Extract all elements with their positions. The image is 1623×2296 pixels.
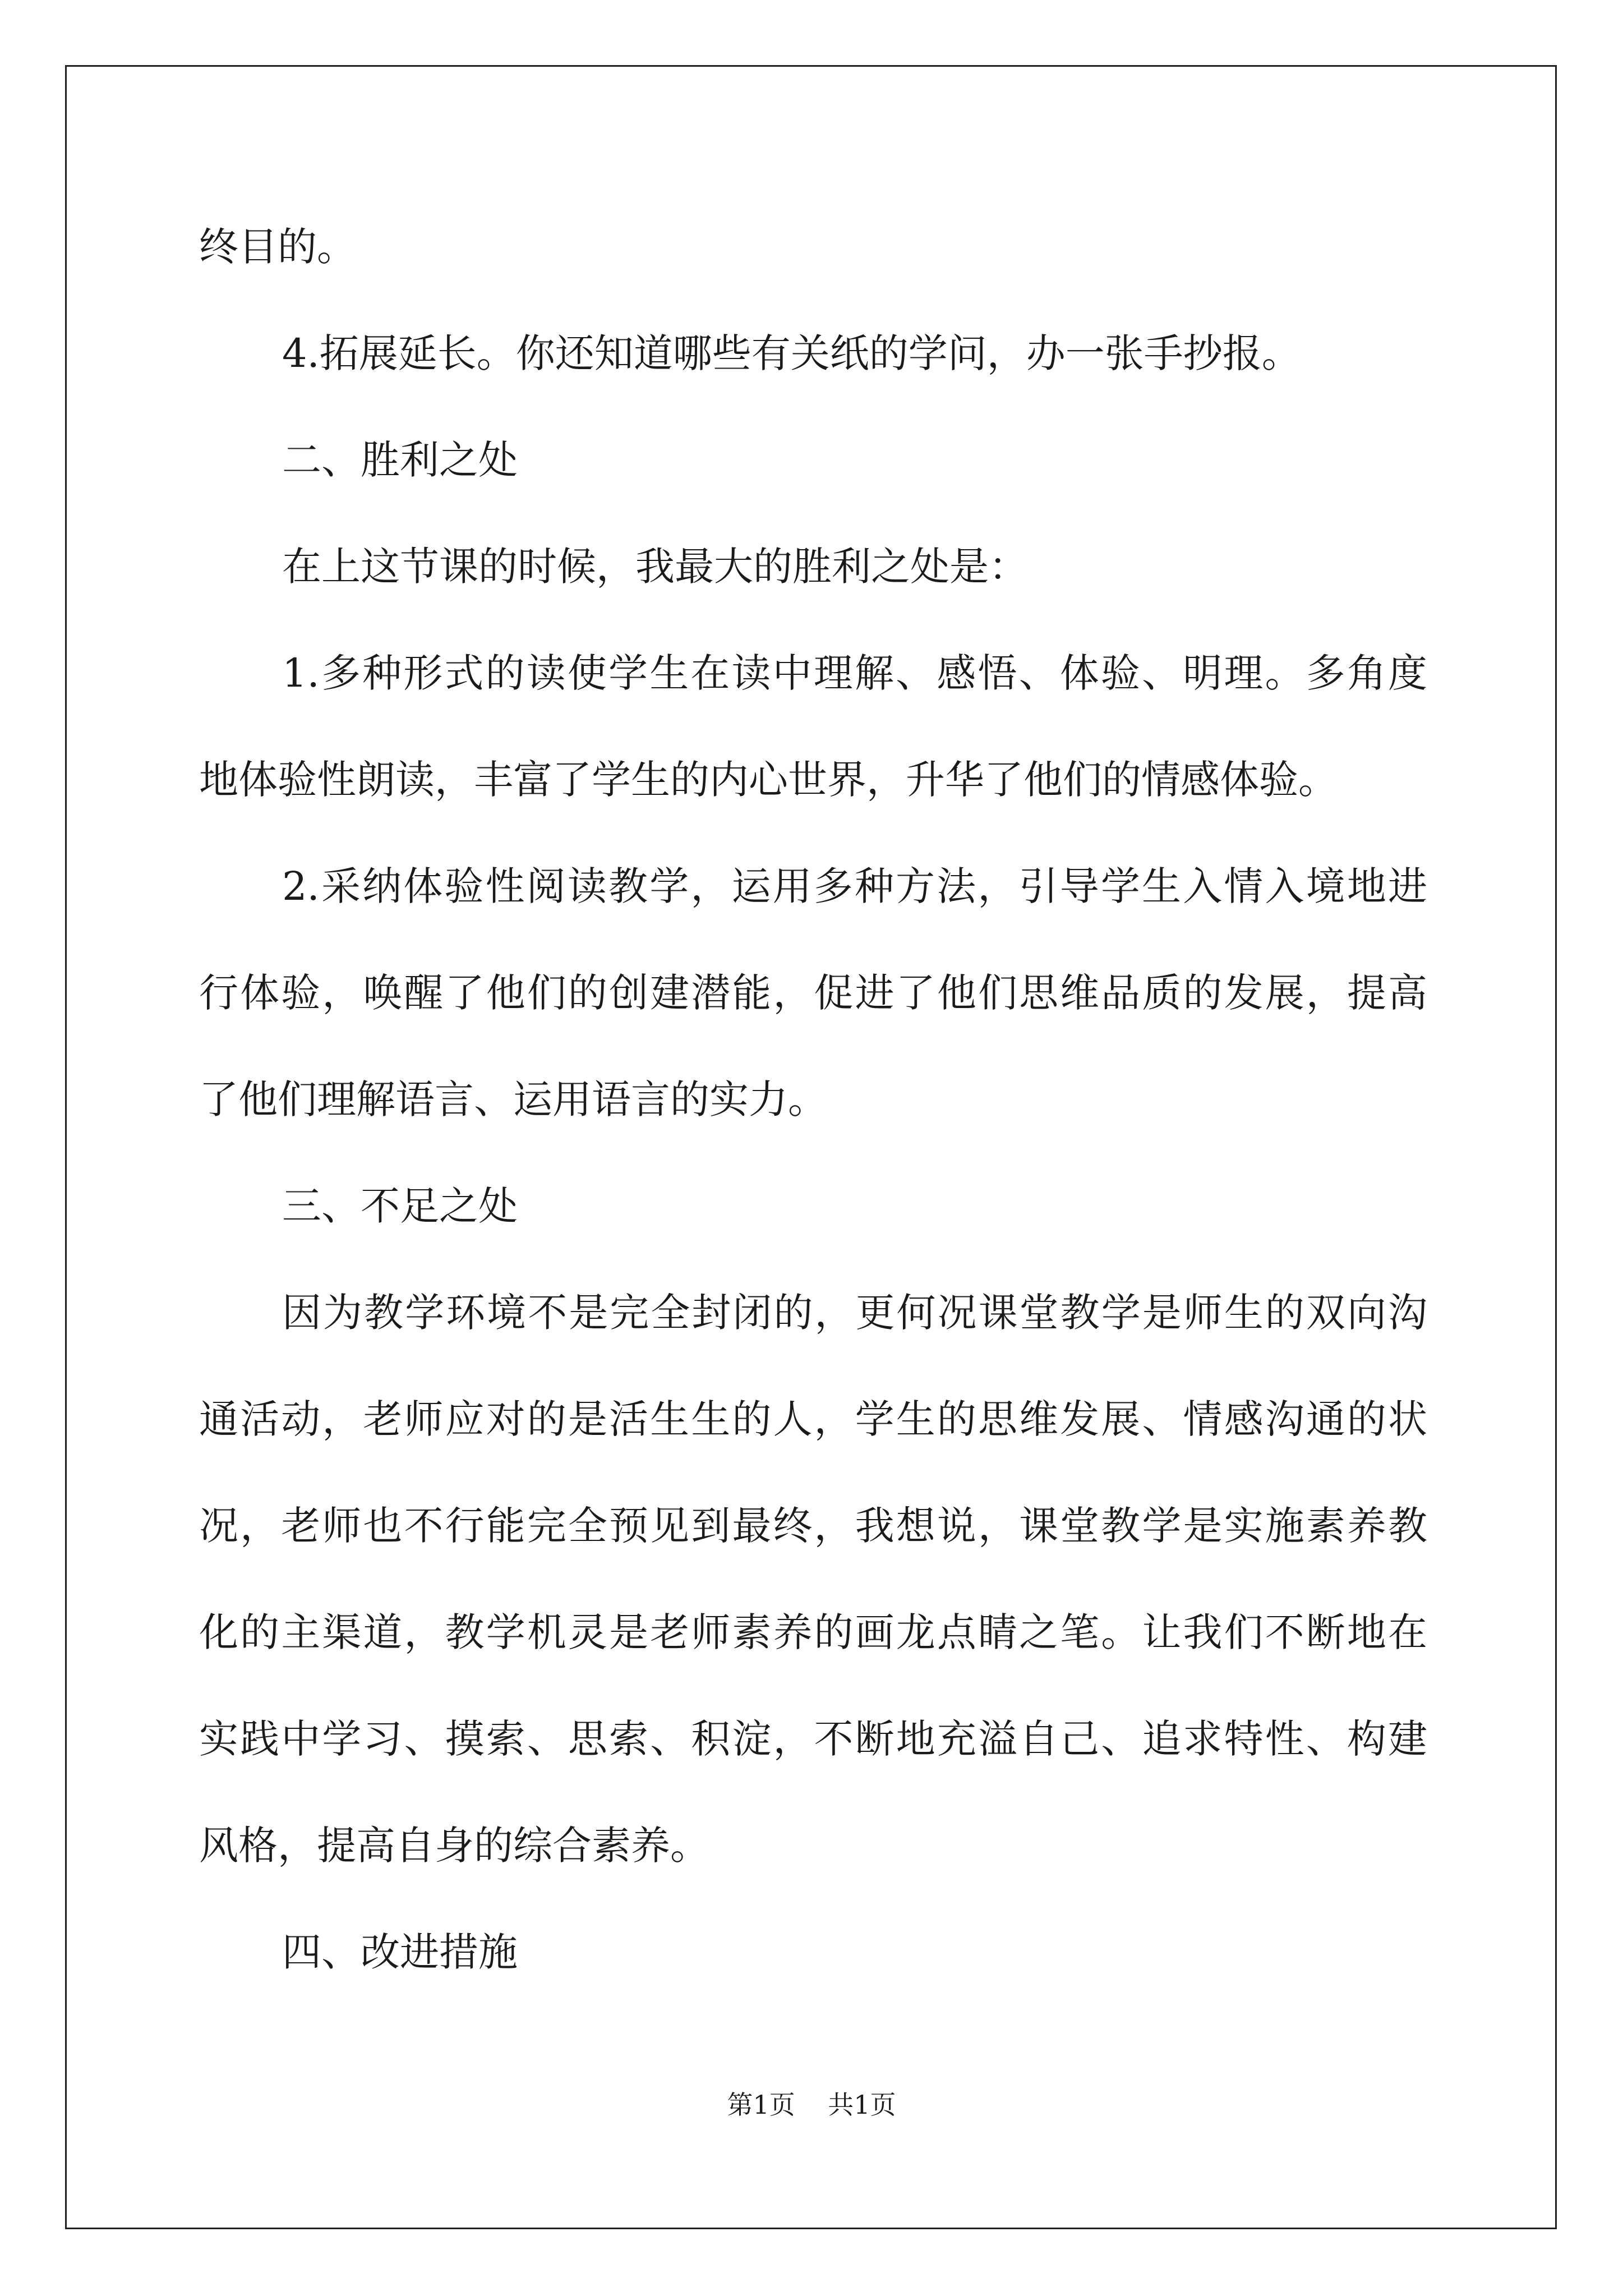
text-line: 通活动，老师应对的是活生生的人，学生的思维发展、情感沟通的状 bbox=[199, 1396, 1427, 1442]
section-heading: 四、改进措施 bbox=[282, 1929, 518, 1975]
text-line: 2.采纳体验性阅读教学，运用多种方法，引导学生入情入境地进 bbox=[282, 863, 1427, 909]
page-frame bbox=[65, 65, 1557, 2229]
text-line: 4.拓展延长。你还知道哪些有关纸的学问，办一张手抄报。 bbox=[282, 330, 1301, 376]
page-total: 共1页 bbox=[828, 2090, 896, 2120]
text-line: 风格，提高自身的综合素养。 bbox=[199, 1823, 709, 1869]
section-heading: 二、胜利之处 bbox=[282, 437, 518, 483]
text-line: 1.多种形式的读使学生在读中理解、感悟、体验、明理。多角度 bbox=[282, 650, 1427, 696]
text-line: 况，老师也不行能完全预见到最终，我想说，课堂教学是实施素养教 bbox=[199, 1503, 1427, 1549]
page-number: 第1页 bbox=[727, 2090, 795, 2120]
page-footer bbox=[0, 2088, 1623, 2122]
section-heading: 三、不足之处 bbox=[282, 1183, 518, 1229]
text-line: 地体验性朗读，丰富了学生的内心世界，升华了他们的情感体验。 bbox=[199, 757, 1338, 803]
text-line: 在上这节课的时候，我最大的胜利之处是： bbox=[282, 544, 1028, 590]
text-line: 了他们理解语言、运用语言的实力。 bbox=[199, 1076, 827, 1122]
text-line: 终目的。 bbox=[199, 224, 356, 270]
text-line: 行体验，唤醒了他们的创建潜能，促进了他们思维品质的发展，提高 bbox=[199, 970, 1427, 1016]
text-line: 实践中学习、摸索、思索、积淀，不断地充溢自己、追求特性、构建 bbox=[199, 1716, 1427, 1762]
text-line: 因为教学环境不是完全封闭的，更何况课堂教学是师生的双向沟 bbox=[282, 1290, 1427, 1336]
text-line: 化的主渠道，教学机灵是老师素养的画龙点睛之笔。让我们不断地在 bbox=[199, 1609, 1427, 1655]
